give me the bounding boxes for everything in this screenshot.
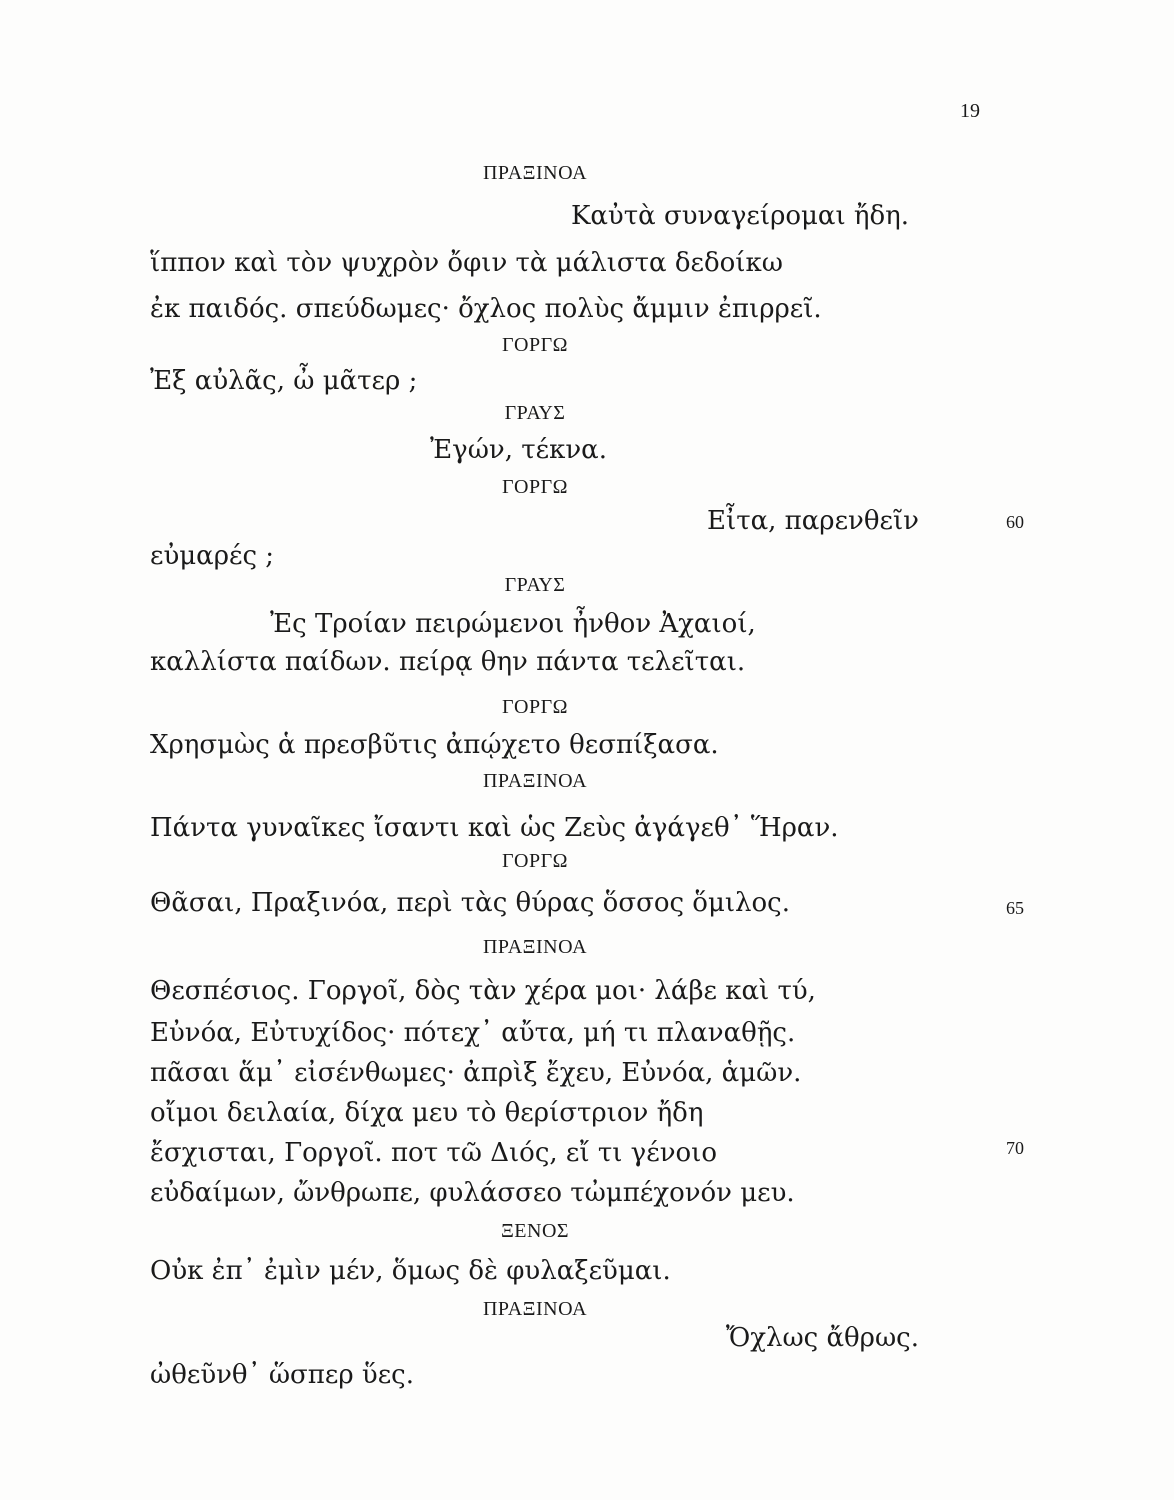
verse-line: ὠθεῦνθ᾽ ὥσπερ ὕες.	[150, 1360, 415, 1390]
speaker-name: ΠΡΑΞΙΝΟΑ	[482, 162, 588, 184]
speaker-name: ΞΕΝΟΣ	[500, 1220, 570, 1242]
speaker-name: ΠΡΑΞΙΝΟΑ	[482, 770, 588, 792]
speaker-name: ΓΟΡΓΩ	[501, 334, 569, 356]
speaker-name: ΓΟΡΓΩ	[501, 696, 569, 718]
verse-line: Χρησμὼς ἁ πρεσβῦτις ἀπῴχετο θεσπίξασα.	[150, 730, 719, 760]
verse-line: ἵππον καὶ τὸν ψυχρὸν ὄφιν τὰ μάλιστα δεδοίκω	[150, 248, 783, 278]
line-number: 65	[1006, 898, 1024, 918]
verse-line: Ἐγών, τέκνα.	[430, 435, 607, 465]
verse-line: Εὐνόα, Εὐτυχίδος· πότεχ᾽ αὔτα, μή τι πλαναθῇς.	[150, 1018, 796, 1048]
verse-line: πᾶσαι ἅμ᾽ εἰσένθωμες· ἀπρὶξ ἔχευ, Εὐνόα, ἁμῶν.	[150, 1058, 802, 1088]
verse-line: Πάντα γυναῖκες ἴσαντι καὶ ὡς Ζεὺς ἀγάγεθ᾽ Ἥραν.	[150, 813, 839, 843]
verse-line: Ἐς Τροίαν πειρώμενοι ἦνθον Ἀχαιοί,	[270, 609, 756, 639]
verse-line: Θᾶσαι, Πραξινόα, περὶ τὰς θύρας ὅσσος ὅμιλος.	[150, 888, 791, 918]
speaker-name: ΠΡΑΞΙΝΟΑ	[482, 1298, 588, 1320]
verse-line: Ἐξ αὐλᾶς, ὦ μᾶτερ ;	[150, 366, 418, 396]
line-number: 60	[1006, 512, 1024, 532]
verse-line: καλλίστα παίδων. πείρᾳ θην πάντα τελεῖται.	[150, 647, 746, 677]
verse-line: εὐδαίμων, ὤνθρωπε, φυλάσσεο τὠμπέχονόν μευ.	[150, 1178, 795, 1208]
verse-line: Εἶτα, παρενθεῖν	[707, 506, 919, 536]
speaker-name: ΓΟΡΓΩ	[501, 850, 569, 872]
line-number: 70	[1006, 1138, 1024, 1158]
verse-line: οἴμοι δειλαία, δίχα μευ τὸ θερίστριον ἤδη	[150, 1098, 704, 1128]
verse-line: ἔσχισται, Γοργοῖ. ποτ τῶ Διός, εἴ τι γένοιο	[150, 1138, 717, 1168]
page-number: 19	[960, 100, 980, 122]
verse-line: Θεσπέσιος. Γοργοῖ, δὸς τὰν χέρα μοι· λάβε καὶ τύ,	[150, 976, 816, 1006]
speaker-name: ΓΟΡΓΩ	[501, 476, 569, 498]
verse-line: Ὄχλως ἄθρως.	[725, 1323, 919, 1353]
verse-line: εὐμαρές ;	[150, 541, 275, 571]
speaker-name: ΠΡΑΞΙΝΟΑ	[482, 936, 588, 958]
speaker-name: ΓΡΑΥΣ	[504, 574, 566, 596]
verse-line: ἐκ παιδός. σπεύδωμες· ὄχλος πολὺς ἄμμιν ἐπιρρεῖ.	[150, 294, 822, 324]
speaker-name: ΓΡΑΥΣ	[504, 402, 566, 424]
verse-line: Καὐτὰ συναγείρομαι ἤδη.	[570, 201, 909, 231]
verse-line: Οὐκ ἐπ᾽ ἐμὶν μέν, ὅμως δὲ φυλαξεῦμαι.	[150, 1256, 671, 1286]
